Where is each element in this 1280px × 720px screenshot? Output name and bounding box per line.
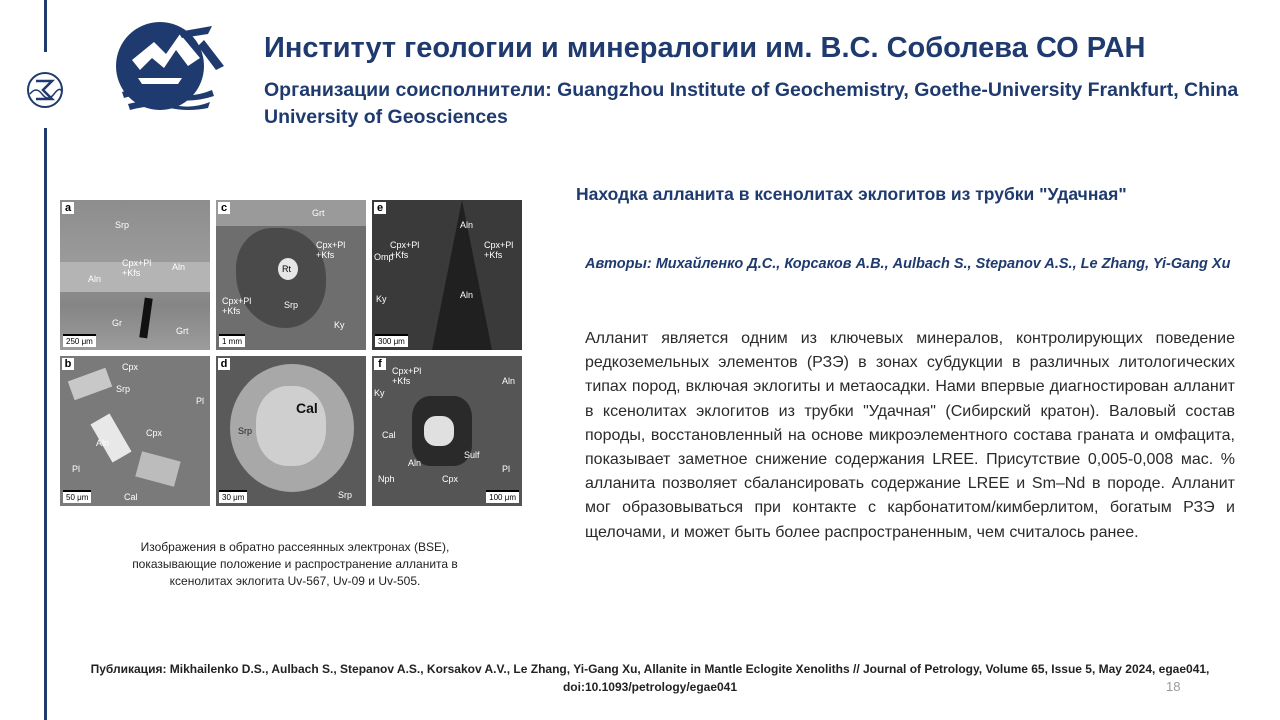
mineral-label: Aln [460,220,474,230]
mineral-label: Cpx+Pl +Kfs [222,296,252,316]
mineral-label: Aln [502,376,516,386]
scale-bar: 50 μm [63,490,91,503]
mineral-label: Aln [460,290,474,300]
mineral-label: Cal [124,492,138,502]
mineral-label: Pl [502,464,511,474]
mineral-label: Ky [334,320,345,330]
mineral-label: Srp [284,300,299,310]
mineral-label: Cal [382,430,396,440]
mineral-label: Ky [376,294,387,304]
mineral-label: Aln [408,458,422,468]
mineral-label: Gr [112,318,122,328]
panel-label: b [62,358,74,370]
left-accent-line-top [44,0,47,52]
mineral-label: Omp [374,252,394,262]
mineral-label: Rt [282,264,291,274]
mineral-label: Cal [296,400,318,416]
bse-panel-c [216,200,366,350]
mineral-label: Pl [72,464,81,474]
mineral-label: Nph [378,474,395,484]
bse-images-figure [60,200,522,508]
page-number: 18 [1166,679,1181,694]
mineral-label: Grt [312,208,325,218]
mineral-label: Cpx+Pl +Kfs [122,258,152,278]
mineral-label: Aln [96,438,110,448]
co-organizations-subtitle: Организации соисполнители: Guangzhou Institute of Geochemistry, Goethe-University Frankfurt, China University of Geosciences [264,79,1239,128]
bse-panel-e [372,200,522,350]
mineral-label: Srp [238,426,253,436]
panel-label: f [374,358,386,370]
mineral-label: Cpx+Pl +Kfs [392,366,422,386]
bse-panel-a [60,200,210,350]
mineral-label: Cpx [442,474,459,484]
mineral-label: Srp [116,384,131,394]
mineral-label: Cpx+Pl +Kfs [484,240,514,260]
mineral-label: Grt [176,326,189,336]
panel-label: e [374,202,386,214]
scale-bar: 250 μm [63,334,96,347]
mineral-label: Sulf [464,450,480,460]
authors-line: Авторы: Михайленко Д.С., Корсаков А.В., Aulbach S., Stepanov A.S., Le Zhang, Yi-Gang Xu [585,256,1231,272]
bse-panel-f [372,356,522,506]
mineral-label: Cpx+Pl +Kfs [390,240,420,260]
mineral-label: Aln [88,274,102,284]
mineral-label: Aln [172,262,186,272]
sigma-logo-icon [22,70,68,110]
figure-caption: Изображения в обратно рассеянных электронах (BSE), показывающие положение и распространение алланита в ксенолитах эклогита Uv-567, Uv-09 и Uv-505. [132,540,458,588]
scale-bar: 30 μm [219,490,247,503]
mineral-label: Srp [115,220,130,230]
mineral-label: Cpx+Pl +Kfs [316,240,346,260]
institute-logo-icon [108,20,230,112]
mineral-label: Srp [338,490,353,500]
panel-label: d [218,358,230,370]
scale-bar: 100 μm [486,490,519,503]
left-accent-line-bottom [44,128,47,720]
scale-bar: 1 mm [219,334,245,347]
mineral-label: Cpx [122,362,139,372]
publication-reference: Публикация: Mikhailenko D.S., Aulbach S., Stepanov A.S., Korsakov A.V., Le Zhang, Yi-Gang Xu, Allanite in Mantle Eclogite Xenoliths // Journal of Petrology, Volume 65, Issue 5, May 2024, egae041, doi:10.1093/petrology/egae041 [90,662,1210,694]
bse-panel-b [60,356,210,506]
mineral-label: Pl [196,396,205,406]
mineral-label: Cpx [146,428,163,438]
bse-panel-d [216,356,366,506]
mineral-label: Ky [374,388,385,398]
panel-label: c [218,202,230,214]
section-title: Находка алланита в ксенолитах эклогитов из трубки "Удачная" [576,184,1127,204]
panel-label: a [62,202,74,214]
scale-bar: 300 μm [375,334,408,347]
page-title: Институт геологии и минералогии им. В.С. Соболева СО РАН [264,32,1146,64]
abstract-text: Алланит является одним из ключевых минералов, контролирующих поведение редкоземельных элементов (РЗЭ) в зонах субдукции в различных литологических типах пород, включая эклогиты и метаосадки. Нами впервые диагностирован алланит в ксенолитах эклогитов из трубки "Удачная" (Сибирский кратон). Валовый состав породы, восстановленный на основе микроэлементного состава граната и омфацита, показывает заметное снижение содержания LREE. Присутствие 0,005-0,008 мас. % алланита позволяет сбалансировать содержание LREE и Sm–Nd в породе. Алланит мог образовываться при контакте с карбонатитом/кимберлитом, богатым РЗЭ и щелочами, и может быть более распространенным, чем считалось ранее. [585,330,1235,541]
